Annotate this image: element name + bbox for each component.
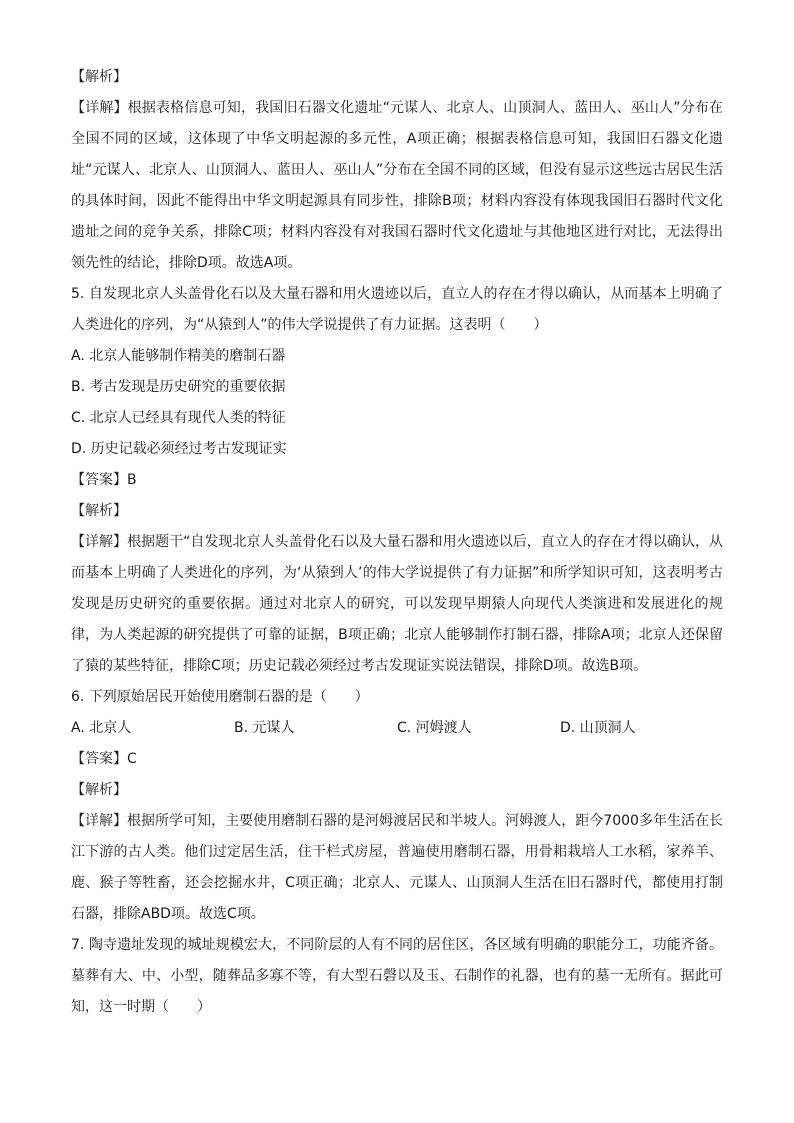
document-content bbox=[71, 62, 723, 1023]
question-6-detail: 【详解】根据所学可知，主要使用磨制石器的是河姆渡居民和半坡人。河姆渡人，距今7000多年生活在长江下游的古人类。他们过定居生活，住干栏式房屋，普遍使用磨制石器，用骨耜栽培人工水稻，家养羊、鹿、猴子等牲畜，还会挖掘水井，C项正确；北京人、元谋人、山顶洞人生活在旧石器时代，都使用打制石器，排除ABD项。故选C项。 bbox=[71, 813, 723, 922]
question-6-option-a: A. 北京人 bbox=[71, 720, 132, 736]
question-5-option-a: A. 北京人能够制作精美的磨制石器 bbox=[71, 348, 286, 364]
question-6-option-b: B. 元谋人 bbox=[234, 720, 295, 736]
analysis-label: 【解析】 bbox=[71, 69, 127, 85]
question-5-detail: 【详解】根据题干“自发现北京人头盖骨化石以及大量石器和用火遗迹以后，直立人的存在才得以确认，从而基本上明确了人类进化的序列，为‘从猿到人’的伟大学说提供了有力证据”和所学知识可知，这表明考古发现是历史研究的重要依据。通过对北京人的研究，可以发现早期猿人向现代人类演进和发展进化的规律，为人类起源的研究提供了可靠的证据，B项正确；北京人能够制作打制石器，排除A项；北京人还保留了猿的某些特征，排除C项；历史记载必须经过考古发现证实说法错误，排除D项。故选B项。 bbox=[71, 534, 723, 674]
question-5-analysis-label: 【解析】 bbox=[71, 503, 127, 519]
question-5-answer: 【答案】B bbox=[71, 472, 137, 488]
question-6-options bbox=[71, 713, 723, 744]
question-6-answer: 【答案】C bbox=[71, 751, 137, 767]
detail-paragraph: 【详解】根据表格信息可知，我国旧石器文化遗址“元谋人、北京人、山顶洞人、蓝田人、巫山人”分布在全国不同的区域，这体现了中华文明起源的多元性，A项正确；根据表格信息可知，我国旧石器文化遗址“元谋人、北京人、山顶洞人、蓝田人、巫山人”分布在全国不同的区域，但没有显示这些远古居民生活的具体时间，因此不能得出中华文明起源具有同步性，排除B项；材料内容没有体现我国旧石器时代文化遗址之间的竞争关系，排除C项；材料内容没有对我国石器时代文化遗址与其他地区进行对比，无法得出领先性的结论，排除D项。故选A项。 bbox=[71, 100, 723, 271]
question-6-stem: 6. 下列原始居民开始使用磨制石器的是（ ） bbox=[71, 689, 369, 705]
question-5-stem: 5. 自发现北京人头盖骨化石以及大量石器和用火遗迹以后，直立人的存在才得以确认，从而基本上明确了人类进化的序列，为“从猿到人”的伟大学说提供了有力证据。这表明（ ） bbox=[71, 286, 723, 333]
question-5-option-d: D. 历史记载必须经过考古发现证实 bbox=[71, 441, 287, 457]
question-5-option-c: C. 北京人已经具有现代人类的特征 bbox=[71, 410, 286, 426]
question-6-option-c: C. 河姆渡人 bbox=[397, 720, 472, 736]
question-5-option-b: B. 考古发现是历史研究的重要依据 bbox=[71, 379, 286, 395]
question-7-stem: 7. 陶寺遗址发现的城址规模宏大，不同阶层的人有不同的居住区，各区域有明确的职能分工，功能齐备。墓葬有大、中、小型，随葬品多寡不等，有大型石磬以及玉、石制作的礼器，也有的墓一无所有。据此可知，这一时期（ ） bbox=[71, 937, 723, 1015]
question-6-option-d: D. 山顶洞人 bbox=[560, 720, 636, 736]
question-6-analysis-label: 【解析】 bbox=[71, 782, 127, 798]
